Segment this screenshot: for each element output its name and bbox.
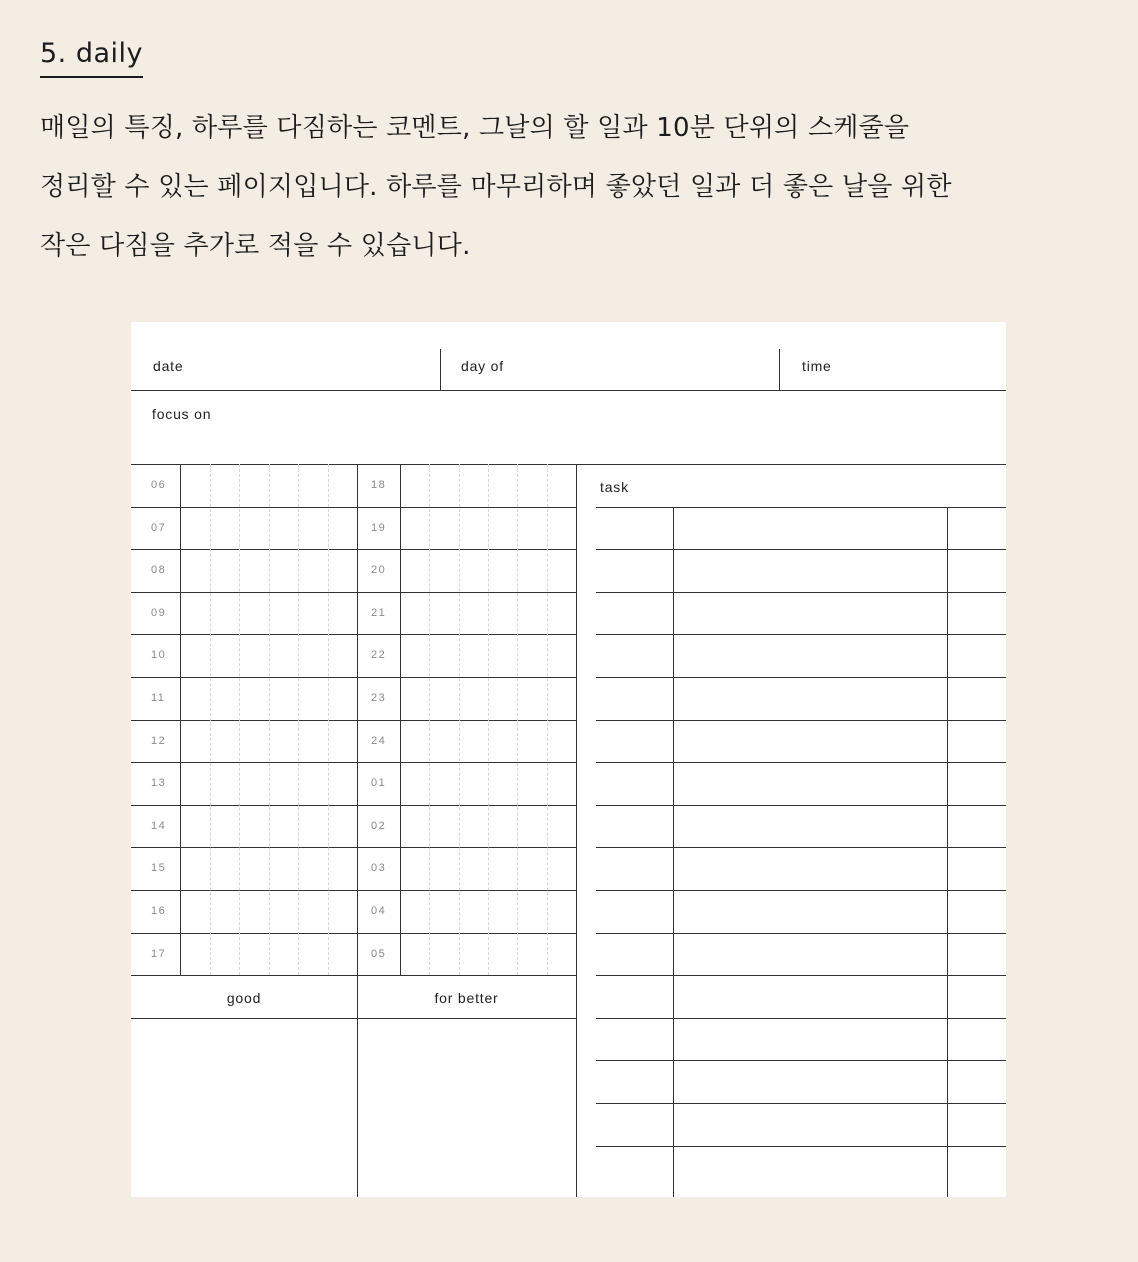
- hour-label: 02: [371, 820, 387, 832]
- schedule-row-line: [131, 549, 576, 550]
- ten-minute-guide: [269, 464, 270, 975]
- hour-label: 03: [371, 862, 387, 874]
- schedule-row-line: [131, 805, 576, 806]
- schedule-right-border: [576, 464, 577, 1197]
- task-row-line: [596, 805, 1006, 806]
- task-column-divider: [673, 507, 674, 1197]
- description-line: 정리할 수 있는 페이지입니다. 하루를 마무리하며 좋았던 일과 더 좋은 날을 위한: [40, 172, 952, 202]
- ten-minute-guide: [547, 464, 548, 975]
- hour-label: 14: [151, 820, 167, 832]
- schedule-row-line: [131, 847, 576, 848]
- ten-minute-guide: [328, 464, 329, 975]
- hour-label: 05: [371, 948, 387, 960]
- task-row-line: [596, 1018, 1006, 1019]
- schedule-row-line: [131, 762, 576, 763]
- task-row-line: [596, 507, 1006, 508]
- focus-on-label: focus on: [152, 406, 212, 422]
- ten-minute-guide: [298, 464, 299, 975]
- ten-minute-guide: [459, 464, 460, 975]
- schedule-row-line: [131, 507, 576, 508]
- hour-label: 17: [151, 948, 167, 960]
- task-row-line: [596, 890, 1006, 891]
- date-label: date: [153, 358, 184, 374]
- day-of-label: day of: [461, 358, 504, 374]
- hour-label: 08: [151, 564, 167, 576]
- hour-label: 04: [371, 905, 387, 917]
- ten-minute-guide: [239, 464, 240, 975]
- schedule-row-line: [131, 720, 576, 721]
- hour-label: 23: [371, 692, 387, 704]
- task-row-line: [596, 975, 1006, 976]
- hour-label: 24: [371, 735, 387, 747]
- task-row-line: [596, 592, 1006, 593]
- task-row-line: [596, 549, 1006, 550]
- task-row-line: [596, 1060, 1006, 1061]
- hour-column-divider: [400, 464, 401, 975]
- task-row-line: [596, 847, 1006, 848]
- description-line: 매일의 특징, 하루를 다짐하는 코멘트, 그날의 할 일과 10분 단위의 스케줄을: [40, 113, 910, 143]
- daily-planner-sheet: [131, 322, 1006, 1197]
- hour-label: 16: [151, 905, 167, 917]
- hour-label: 10: [151, 649, 167, 661]
- schedule-row-line: [131, 634, 576, 635]
- header-divider: [440, 349, 441, 391]
- hour-column-divider: [180, 464, 181, 975]
- hour-label: 06: [151, 479, 167, 491]
- good-label: good: [226, 990, 262, 1006]
- task-row-line: [596, 762, 1006, 763]
- task-row-line: [596, 720, 1006, 721]
- hour-label: 15: [151, 862, 167, 874]
- hour-label: 22: [371, 649, 387, 661]
- hour-label: 20: [371, 564, 387, 576]
- description-line: 작은 다짐을 추가로 적을 수 있습니다.: [40, 231, 471, 261]
- description: [40, 104, 1100, 281]
- ten-minute-guide: [517, 464, 518, 975]
- hour-label: 21: [371, 607, 387, 619]
- section-title: 5. daily: [40, 38, 143, 78]
- task-row-line: [596, 1146, 1006, 1147]
- schedule-row-line: [131, 890, 576, 891]
- schedule-row-line: [131, 975, 576, 976]
- ten-minute-guide: [429, 464, 430, 975]
- hour-label: 13: [151, 777, 167, 789]
- task-row-line: [596, 634, 1006, 635]
- hour-label: 09: [151, 607, 167, 619]
- hour-label: 12: [151, 735, 167, 747]
- hour-label: 11: [151, 692, 166, 704]
- time-label: time: [802, 358, 832, 374]
- hour-label: 18: [371, 479, 387, 491]
- for-better-label: for better: [434, 990, 499, 1006]
- ten-minute-guide: [488, 464, 489, 975]
- schedule-row-line: [131, 677, 576, 678]
- task-row-line: [596, 677, 1006, 678]
- task-column-divider: [947, 507, 948, 1197]
- task-row-line: [596, 933, 1006, 934]
- hour-label: 07: [151, 522, 167, 534]
- schedule-row-line: [131, 592, 576, 593]
- task-row-line: [596, 1103, 1006, 1104]
- header-divider: [779, 349, 780, 391]
- schedule-column-divider: [357, 464, 358, 1197]
- header-bottom-line: [131, 390, 1006, 391]
- review-header-line: [131, 1018, 576, 1019]
- hour-label: 19: [371, 522, 387, 534]
- ten-minute-guide: [210, 464, 211, 975]
- task-label: task: [600, 479, 629, 495]
- focus-bottom-line: [131, 464, 1006, 465]
- hour-label: 01: [371, 777, 387, 789]
- schedule-row-line: [131, 933, 576, 934]
